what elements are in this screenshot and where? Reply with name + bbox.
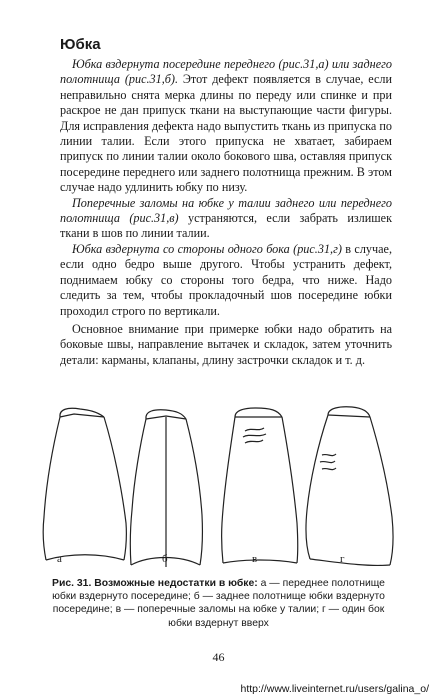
figure-label-a: а [57,553,62,565]
skirt-b-drawing [130,410,202,567]
skirt-defects-figure [30,405,420,570]
paragraph-3-text: в случае, если одно бедро выше другого. Чтобы устранить дефект, поднимаем юбку со стороны того бедра, что ниже. Надо следить за тем, чтобы прокладочный шов посередине юбки проходил строго по вертикали. [60,241,392,318]
skirt-c-drawing [222,408,298,563]
paragraph-3-lead: Юбка вздернута со стороны одного бока (рис.31,г) [72,241,342,256]
paragraph-2-lead: Поперечные заломы на юбке у талии заднего или переднего полотнища (рис.31,в) [60,195,392,226]
paragraph-2 [60,196,392,242]
skirt-d-drawing [306,407,393,566]
paragraph-4 [60,322,392,368]
paragraph-2-text: устраняются, если забрать излишек ткани в шов по линии талии. [60,211,392,241]
paragraph-1-text: Этот дефект появляется в случае, если неправильно снята мерка длины по переду или спинке и при раскрое не дан припуск ткани на выступающие части фигуры. Для исправления дефекта надо выпустить ткань из припуска по линии талии. Если этого припуска не хватает, забираем припуск по линии талии около бокового шва, оставляя припуск посередине переднего или заднего полотнища прежним. В этом случае надо удлинить юбку по низу. [60,72,392,195]
figure-caption [50,577,387,630]
body-text [60,57,392,368]
paragraph-3 [60,242,392,319]
paragraph-1-lead: Юбка вздернута посередине переднего (рис.31,а) или заднего полотнища (рис.31,б). [60,57,392,87]
figure-label-b: б [162,553,168,565]
watermark-url: http://www.liveinternet.ru/users/galina_o/ [240,683,429,695]
paragraph-1 [60,57,392,196]
figure-label-d: г [340,553,345,565]
paragraph-4-text: Основное внимание при примерке юбки надо обратить на боковые швы, направление вытачек и складок, затем уточнить детали: карманы, клапаны, длину застрочки складок и т. д. [60,321,392,367]
caption-text: а — переднее полотнище юбки вздернуто посередине; б — заднее полотнище юбки вздернуто посередине; в — поперечные заломы на юбке у талии; г — один бок юбки вздернут вверх [52,578,385,629]
figure-label-c: в [252,553,258,565]
skirt-a-drawing [43,408,126,560]
section-heading: Юбка [60,36,101,53]
caption-title: Рис. 31. Возможные недостатки в юбке: [52,578,258,589]
page-number: 46 [212,650,225,664]
